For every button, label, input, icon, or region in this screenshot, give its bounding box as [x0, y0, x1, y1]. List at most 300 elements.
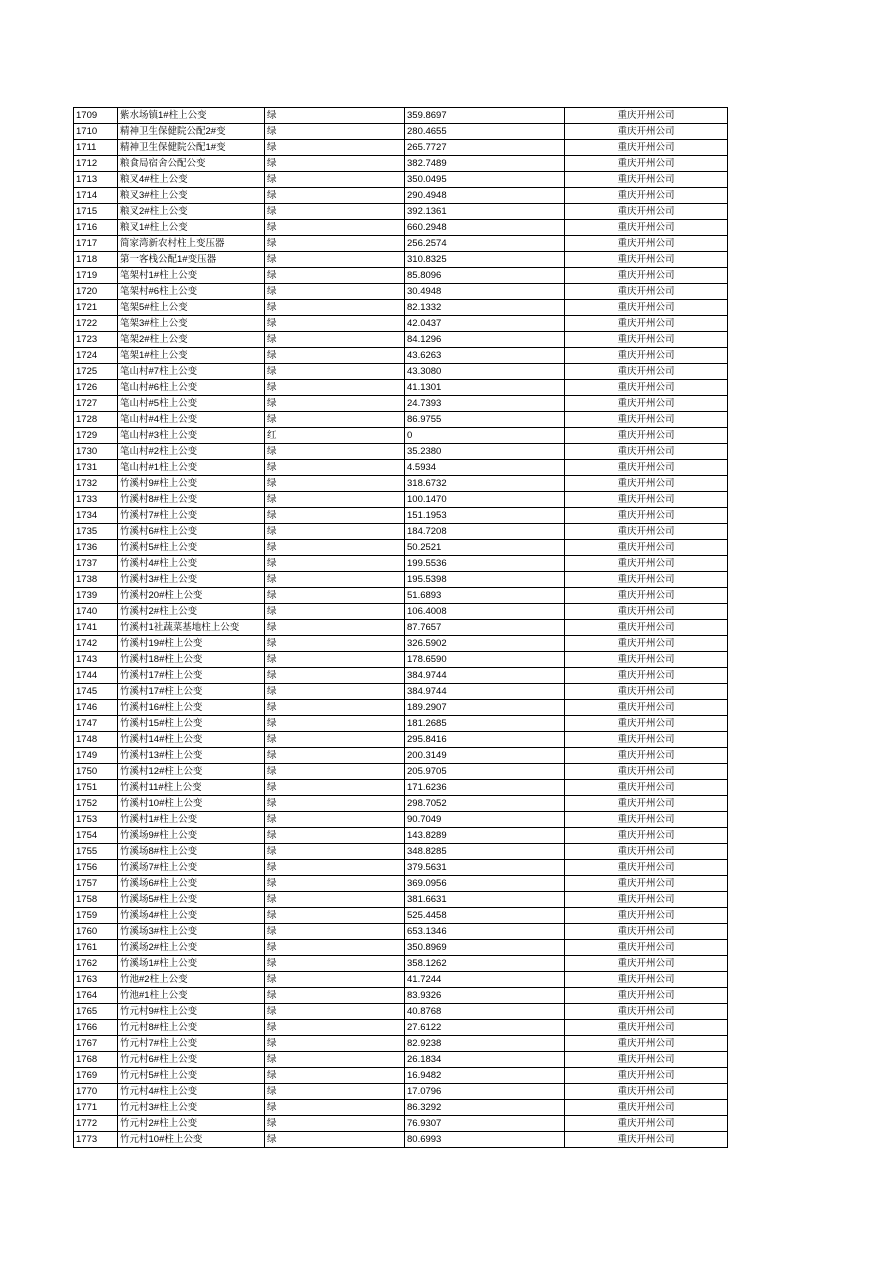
row-company[interactable]: 重庆开州公司 [565, 348, 728, 364]
row-id[interactable]: 1768 [74, 1052, 118, 1068]
row-name[interactable]: 竹溪村16#柱上公变 [118, 700, 265, 716]
row-name[interactable]: 竹元村6#柱上公变 [118, 1052, 265, 1068]
row-flag[interactable]: 绿 [265, 236, 405, 252]
table-row[interactable] [74, 268, 728, 284]
row-id[interactable]: 1754 [74, 828, 118, 844]
row-value[interactable]: 51.6893 [405, 588, 565, 604]
row-id[interactable]: 1734 [74, 508, 118, 524]
row-company[interactable]: 重庆开州公司 [565, 300, 728, 316]
row-flag[interactable]: 绿 [265, 444, 405, 460]
row-id[interactable]: 1714 [74, 188, 118, 204]
row-company[interactable]: 重庆开州公司 [565, 556, 728, 572]
row-name[interactable]: 简家湾新农村柱上变压器 [118, 236, 265, 252]
row-company[interactable]: 重庆开州公司 [565, 412, 728, 428]
row-value[interactable]: 85.8096 [405, 268, 565, 284]
row-value[interactable]: 384.9744 [405, 668, 565, 684]
row-value[interactable]: 660.2948 [405, 220, 565, 236]
row-id[interactable]: 1717 [74, 236, 118, 252]
row-company[interactable]: 重庆开州公司 [565, 156, 728, 172]
row-id[interactable]: 1737 [74, 556, 118, 572]
row-id[interactable]: 1735 [74, 524, 118, 540]
table-row[interactable] [74, 876, 728, 892]
table-row[interactable] [74, 556, 728, 572]
row-flag[interactable]: 绿 [265, 572, 405, 588]
table-row[interactable] [74, 348, 728, 364]
table-row[interactable] [74, 620, 728, 636]
row-id[interactable]: 1739 [74, 588, 118, 604]
row-id[interactable]: 1753 [74, 812, 118, 828]
table-row[interactable] [74, 460, 728, 476]
table-row[interactable] [74, 428, 728, 444]
row-id[interactable]: 1748 [74, 732, 118, 748]
row-value[interactable]: 50.2521 [405, 540, 565, 556]
table-row[interactable] [74, 476, 728, 492]
row-flag[interactable]: 绿 [265, 1116, 405, 1132]
table-row[interactable] [74, 524, 728, 540]
row-name[interactable]: 粮叉2#柱上公变 [118, 204, 265, 220]
row-id[interactable]: 1715 [74, 204, 118, 220]
row-company[interactable]: 重庆开州公司 [565, 1100, 728, 1116]
table-row[interactable] [74, 636, 728, 652]
table-row[interactable] [74, 1004, 728, 1020]
row-name[interactable]: 竹溪场7#柱上公变 [118, 860, 265, 876]
table-row[interactable] [74, 412, 728, 428]
row-company[interactable]: 重庆开州公司 [565, 588, 728, 604]
row-value[interactable]: 87.7657 [405, 620, 565, 636]
row-company[interactable]: 重庆开州公司 [565, 236, 728, 252]
table-row[interactable] [74, 604, 728, 620]
row-id[interactable]: 1743 [74, 652, 118, 668]
row-flag[interactable]: 绿 [265, 748, 405, 764]
row-name[interactable]: 竹溪村17#柱上公变 [118, 684, 265, 700]
row-name[interactable]: 竹溪场6#柱上公变 [118, 876, 265, 892]
table-row[interactable] [74, 508, 728, 524]
row-name[interactable]: 粮叉4#柱上公变 [118, 172, 265, 188]
row-id[interactable]: 1711 [74, 140, 118, 156]
row-flag[interactable]: 绿 [265, 652, 405, 668]
row-flag[interactable]: 绿 [265, 1132, 405, 1148]
table-row[interactable] [74, 1100, 728, 1116]
row-company[interactable]: 重庆开州公司 [565, 492, 728, 508]
table-row[interactable] [74, 652, 728, 668]
table-row[interactable] [74, 284, 728, 300]
row-flag[interactable]: 绿 [265, 348, 405, 364]
row-id[interactable]: 1710 [74, 124, 118, 140]
row-id[interactable]: 1716 [74, 220, 118, 236]
row-flag[interactable]: 绿 [265, 172, 405, 188]
row-company[interactable]: 重庆开州公司 [565, 684, 728, 700]
row-value[interactable]: 392.1361 [405, 204, 565, 220]
row-flag[interactable]: 绿 [265, 108, 405, 124]
table-row[interactable] [74, 588, 728, 604]
row-value[interactable]: 382.7489 [405, 156, 565, 172]
row-company[interactable]: 重庆开州公司 [565, 1116, 728, 1132]
row-flag[interactable]: 绿 [265, 284, 405, 300]
row-id[interactable]: 1755 [74, 844, 118, 860]
row-company[interactable]: 重庆开州公司 [565, 620, 728, 636]
row-name[interactable]: 竹溪场8#柱上公变 [118, 844, 265, 860]
row-value[interactable]: 189.2907 [405, 700, 565, 716]
row-id[interactable]: 1732 [74, 476, 118, 492]
row-name[interactable]: 笔山村#2柱上公变 [118, 444, 265, 460]
row-id[interactable]: 1709 [74, 108, 118, 124]
row-name[interactable]: 竹元村7#柱上公变 [118, 1036, 265, 1052]
row-name[interactable]: 精神卫生保健院公配2#变 [118, 124, 265, 140]
row-name[interactable]: 笔架1#柱上公变 [118, 348, 265, 364]
row-flag[interactable]: 绿 [265, 204, 405, 220]
row-company[interactable]: 重庆开州公司 [565, 668, 728, 684]
row-value[interactable]: 17.0796 [405, 1084, 565, 1100]
row-name[interactable]: 竹溪村14#柱上公变 [118, 732, 265, 748]
row-flag[interactable]: 绿 [265, 988, 405, 1004]
row-id[interactable]: 1740 [74, 604, 118, 620]
row-flag[interactable]: 绿 [265, 908, 405, 924]
row-name[interactable]: 竹溪场4#柱上公变 [118, 908, 265, 924]
row-flag[interactable]: 绿 [265, 268, 405, 284]
row-id[interactable]: 1744 [74, 668, 118, 684]
row-flag[interactable]: 绿 [265, 796, 405, 812]
row-name[interactable]: 精神卫生保健院公配1#变 [118, 140, 265, 156]
row-flag[interactable]: 绿 [265, 140, 405, 156]
row-value[interactable]: 653.1346 [405, 924, 565, 940]
row-name[interactable]: 竹溪场2#柱上公变 [118, 940, 265, 956]
row-flag[interactable]: 绿 [265, 508, 405, 524]
row-company[interactable]: 重庆开州公司 [565, 364, 728, 380]
row-value[interactable]: 30.4948 [405, 284, 565, 300]
table-row[interactable] [74, 492, 728, 508]
row-company[interactable]: 重庆开州公司 [565, 1004, 728, 1020]
table-row[interactable] [74, 780, 728, 796]
row-name[interactable]: 笔山村#6柱上公变 [118, 380, 265, 396]
row-value[interactable]: 359.8697 [405, 108, 565, 124]
row-flag[interactable]: 绿 [265, 364, 405, 380]
table-row[interactable] [74, 1116, 728, 1132]
row-flag[interactable]: 绿 [265, 380, 405, 396]
row-name[interactable]: 竹溪村17#柱上公变 [118, 668, 265, 684]
table-row[interactable] [74, 1020, 728, 1036]
row-company[interactable]: 重庆开州公司 [565, 524, 728, 540]
row-value[interactable]: 181.2685 [405, 716, 565, 732]
row-name[interactable]: 竹池#2柱上公变 [118, 972, 265, 988]
table-row[interactable] [74, 988, 728, 1004]
row-company[interactable]: 重庆开州公司 [565, 796, 728, 812]
row-flag[interactable]: 绿 [265, 476, 405, 492]
table-row[interactable] [74, 188, 728, 204]
row-flag[interactable]: 红 [265, 428, 405, 444]
row-name[interactable]: 粮叉3#柱上公变 [118, 188, 265, 204]
row-id[interactable]: 1722 [74, 316, 118, 332]
table-row[interactable] [74, 700, 728, 716]
row-company[interactable]: 重庆开州公司 [565, 188, 728, 204]
row-value[interactable]: 26.1834 [405, 1052, 565, 1068]
row-id[interactable]: 1712 [74, 156, 118, 172]
row-flag[interactable]: 绿 [265, 156, 405, 172]
table-row[interactable] [74, 796, 728, 812]
row-value[interactable]: 82.1332 [405, 300, 565, 316]
table-row[interactable] [74, 108, 728, 124]
table-row[interactable] [74, 668, 728, 684]
row-flag[interactable]: 绿 [265, 460, 405, 476]
table-row[interactable] [74, 860, 728, 876]
table-row[interactable] [74, 380, 728, 396]
row-flag[interactable]: 绿 [265, 124, 405, 140]
row-id[interactable]: 1770 [74, 1084, 118, 1100]
row-company[interactable]: 重庆开州公司 [565, 940, 728, 956]
row-flag[interactable]: 绿 [265, 188, 405, 204]
row-flag[interactable]: 绿 [265, 588, 405, 604]
row-company[interactable]: 重庆开州公司 [565, 380, 728, 396]
row-value[interactable]: 298.7052 [405, 796, 565, 812]
row-company[interactable]: 重庆开州公司 [565, 1020, 728, 1036]
row-company[interactable]: 重庆开州公司 [565, 332, 728, 348]
row-value[interactable]: 381.6631 [405, 892, 565, 908]
row-value[interactable]: 326.5902 [405, 636, 565, 652]
row-company[interactable]: 重庆开州公司 [565, 476, 728, 492]
row-name[interactable]: 粮食局宿舍公配公变 [118, 156, 265, 172]
row-name[interactable]: 竹溪村7#柱上公变 [118, 508, 265, 524]
row-name[interactable]: 第一客栈公配1#变压器 [118, 252, 265, 268]
row-name[interactable]: 竹溪村1社蔬菜基地柱上公变 [118, 620, 265, 636]
row-id[interactable]: 1756 [74, 860, 118, 876]
table-row[interactable] [74, 316, 728, 332]
row-id[interactable]: 1724 [74, 348, 118, 364]
row-name[interactable]: 粮叉1#柱上公变 [118, 220, 265, 236]
row-id[interactable]: 1751 [74, 780, 118, 796]
row-value[interactable]: 280.4655 [405, 124, 565, 140]
row-company[interactable]: 重庆开州公司 [565, 844, 728, 860]
row-company[interactable]: 重庆开州公司 [565, 812, 728, 828]
row-company[interactable]: 重庆开州公司 [565, 972, 728, 988]
row-company[interactable]: 重庆开州公司 [565, 268, 728, 284]
row-flag[interactable]: 绿 [265, 316, 405, 332]
row-flag[interactable]: 绿 [265, 1084, 405, 1100]
row-id[interactable]: 1771 [74, 1100, 118, 1116]
row-name[interactable]: 竹溪村19#柱上公变 [118, 636, 265, 652]
row-company[interactable]: 重庆开州公司 [565, 220, 728, 236]
row-id[interactable]: 1764 [74, 988, 118, 1004]
row-flag[interactable]: 绿 [265, 524, 405, 540]
row-value[interactable]: 295.8416 [405, 732, 565, 748]
row-value[interactable]: 350.8969 [405, 940, 565, 956]
row-company[interactable]: 重庆开州公司 [565, 204, 728, 220]
row-id[interactable]: 1728 [74, 412, 118, 428]
row-company[interactable]: 重庆开州公司 [565, 444, 728, 460]
row-name[interactable]: 笔山村#4柱上公变 [118, 412, 265, 428]
row-value[interactable]: 525.4458 [405, 908, 565, 924]
row-value[interactable]: 151.1953 [405, 508, 565, 524]
row-flag[interactable]: 绿 [265, 924, 405, 940]
row-value[interactable]: 40.8768 [405, 1004, 565, 1020]
row-value[interactable]: 86.9755 [405, 412, 565, 428]
row-value[interactable]: 0 [405, 428, 565, 444]
row-company[interactable]: 重庆开州公司 [565, 716, 728, 732]
row-id[interactable]: 1733 [74, 492, 118, 508]
table-row[interactable] [74, 1036, 728, 1052]
row-id[interactable]: 1759 [74, 908, 118, 924]
row-value[interactable]: 43.6263 [405, 348, 565, 364]
row-flag[interactable]: 绿 [265, 636, 405, 652]
row-company[interactable]: 重庆开州公司 [565, 428, 728, 444]
row-company[interactable]: 重庆开州公司 [565, 140, 728, 156]
row-name[interactable]: 竹溪村9#柱上公变 [118, 476, 265, 492]
row-flag[interactable]: 绿 [265, 1052, 405, 1068]
row-company[interactable]: 重庆开州公司 [565, 876, 728, 892]
row-flag[interactable]: 绿 [265, 812, 405, 828]
row-name[interactable]: 竹溪村10#柱上公变 [118, 796, 265, 812]
row-value[interactable]: 384.9744 [405, 684, 565, 700]
table-row[interactable] [74, 396, 728, 412]
row-company[interactable]: 重庆开州公司 [565, 284, 728, 300]
row-value[interactable]: 256.2574 [405, 236, 565, 252]
row-value[interactable]: 184.7208 [405, 524, 565, 540]
row-value[interactable]: 358.1262 [405, 956, 565, 972]
row-value[interactable]: 171.6236 [405, 780, 565, 796]
row-name[interactable]: 竹溪村13#柱上公变 [118, 748, 265, 764]
table-row[interactable] [74, 444, 728, 460]
row-value[interactable]: 43.3080 [405, 364, 565, 380]
row-company[interactable]: 重庆开州公司 [565, 108, 728, 124]
row-company[interactable]: 重庆开州公司 [565, 316, 728, 332]
row-name[interactable]: 紫水场镇1#柱上公变 [118, 108, 265, 124]
row-name[interactable]: 竹溪村2#柱上公变 [118, 604, 265, 620]
table-row[interactable] [74, 764, 728, 780]
table-row[interactable] [74, 684, 728, 700]
row-company[interactable]: 重庆开州公司 [565, 924, 728, 940]
row-id[interactable]: 1745 [74, 684, 118, 700]
row-id[interactable]: 1725 [74, 364, 118, 380]
row-name[interactable]: 竹溪村1#柱上公变 [118, 812, 265, 828]
row-value[interactable]: 83.9326 [405, 988, 565, 1004]
table-row[interactable] [74, 956, 728, 972]
row-flag[interactable]: 绿 [265, 780, 405, 796]
row-id[interactable]: 1738 [74, 572, 118, 588]
row-flag[interactable]: 绿 [265, 860, 405, 876]
row-flag[interactable]: 绿 [265, 892, 405, 908]
row-id[interactable]: 1731 [74, 460, 118, 476]
table-row[interactable] [74, 812, 728, 828]
row-company[interactable]: 重庆开州公司 [565, 780, 728, 796]
row-id[interactable]: 1762 [74, 956, 118, 972]
row-value[interactable]: 24.7393 [405, 396, 565, 412]
row-value[interactable]: 41.1301 [405, 380, 565, 396]
table-row[interactable] [74, 748, 728, 764]
table-row[interactable] [74, 716, 728, 732]
row-flag[interactable]: 绿 [265, 1020, 405, 1036]
row-value[interactable]: 310.8325 [405, 252, 565, 268]
table-row[interactable] [74, 540, 728, 556]
table-row[interactable] [74, 252, 728, 268]
row-flag[interactable]: 绿 [265, 732, 405, 748]
row-id[interactable]: 1760 [74, 924, 118, 940]
row-name[interactable]: 竹元村4#柱上公变 [118, 1084, 265, 1100]
row-value[interactable]: 200.3149 [405, 748, 565, 764]
row-value[interactable]: 106.4008 [405, 604, 565, 620]
row-id[interactable]: 1720 [74, 284, 118, 300]
row-id[interactable]: 1729 [74, 428, 118, 444]
row-value[interactable]: 318.6732 [405, 476, 565, 492]
row-value[interactable]: 195.5398 [405, 572, 565, 588]
row-flag[interactable]: 绿 [265, 684, 405, 700]
row-id[interactable]: 1757 [74, 876, 118, 892]
row-company[interactable]: 重庆开州公司 [565, 572, 728, 588]
row-id[interactable]: 1752 [74, 796, 118, 812]
row-value[interactable]: 199.5536 [405, 556, 565, 572]
row-name[interactable]: 竹元村10#柱上公变 [118, 1132, 265, 1148]
row-name[interactable]: 竹溪村12#柱上公变 [118, 764, 265, 780]
row-value[interactable]: 290.4948 [405, 188, 565, 204]
row-name[interactable]: 笔架村1#柱上公变 [118, 268, 265, 284]
row-company[interactable]: 重庆开州公司 [565, 892, 728, 908]
row-flag[interactable]: 绿 [265, 540, 405, 556]
table-row[interactable] [74, 828, 728, 844]
row-value[interactable]: 27.6122 [405, 1020, 565, 1036]
table-row[interactable] [74, 1132, 728, 1148]
row-flag[interactable]: 绿 [265, 700, 405, 716]
row-company[interactable]: 重庆开州公司 [565, 396, 728, 412]
row-name[interactable]: 笔架5#柱上公变 [118, 300, 265, 316]
row-id[interactable]: 1746 [74, 700, 118, 716]
table-row[interactable] [74, 572, 728, 588]
row-name[interactable]: 笔架2#柱上公变 [118, 332, 265, 348]
row-name[interactable]: 竹元村2#柱上公变 [118, 1116, 265, 1132]
row-company[interactable]: 重庆开州公司 [565, 1132, 728, 1148]
table-row[interactable] [74, 1084, 728, 1100]
row-company[interactable]: 重庆开州公司 [565, 636, 728, 652]
row-value[interactable]: 42.0437 [405, 316, 565, 332]
row-flag[interactable]: 绿 [265, 556, 405, 572]
row-flag[interactable]: 绿 [265, 1100, 405, 1116]
row-flag[interactable]: 绿 [265, 412, 405, 428]
table-row[interactable] [74, 236, 728, 252]
row-company[interactable]: 重庆开州公司 [565, 748, 728, 764]
row-id[interactable]: 1719 [74, 268, 118, 284]
row-name[interactable]: 竹溪村18#柱上公变 [118, 652, 265, 668]
table-row[interactable] [74, 140, 728, 156]
table-row[interactable] [74, 1068, 728, 1084]
row-name[interactable]: 笔架3#柱上公变 [118, 316, 265, 332]
table-row[interactable] [74, 924, 728, 940]
table-row[interactable] [74, 124, 728, 140]
table-row[interactable] [74, 364, 728, 380]
row-name[interactable]: 竹元村9#柱上公变 [118, 1004, 265, 1020]
row-value[interactable]: 178.6590 [405, 652, 565, 668]
table-row[interactable] [74, 332, 728, 348]
row-company[interactable]: 重庆开州公司 [565, 1084, 728, 1100]
table-row[interactable] [74, 940, 728, 956]
row-id[interactable]: 1736 [74, 540, 118, 556]
table-row[interactable] [74, 844, 728, 860]
row-name[interactable]: 竹溪村20#柱上公变 [118, 588, 265, 604]
row-flag[interactable]: 绿 [265, 332, 405, 348]
row-value[interactable]: 143.8289 [405, 828, 565, 844]
table-row[interactable] [74, 972, 728, 988]
row-company[interactable]: 重庆开州公司 [565, 860, 728, 876]
row-company[interactable]: 重庆开州公司 [565, 124, 728, 140]
row-flag[interactable]: 绿 [265, 300, 405, 316]
row-name[interactable]: 竹溪场9#柱上公变 [118, 828, 265, 844]
table-row[interactable] [74, 156, 728, 172]
row-name[interactable]: 竹溪村11#柱上公变 [118, 780, 265, 796]
row-company[interactable]: 重庆开州公司 [565, 700, 728, 716]
row-flag[interactable]: 绿 [265, 620, 405, 636]
row-value[interactable]: 84.1296 [405, 332, 565, 348]
row-id[interactable]: 1730 [74, 444, 118, 460]
row-company[interactable]: 重庆开州公司 [565, 764, 728, 780]
row-id[interactable]: 1713 [74, 172, 118, 188]
row-name[interactable]: 笔山村#1柱上公变 [118, 460, 265, 476]
row-company[interactable]: 重庆开州公司 [565, 508, 728, 524]
row-id[interactable]: 1765 [74, 1004, 118, 1020]
